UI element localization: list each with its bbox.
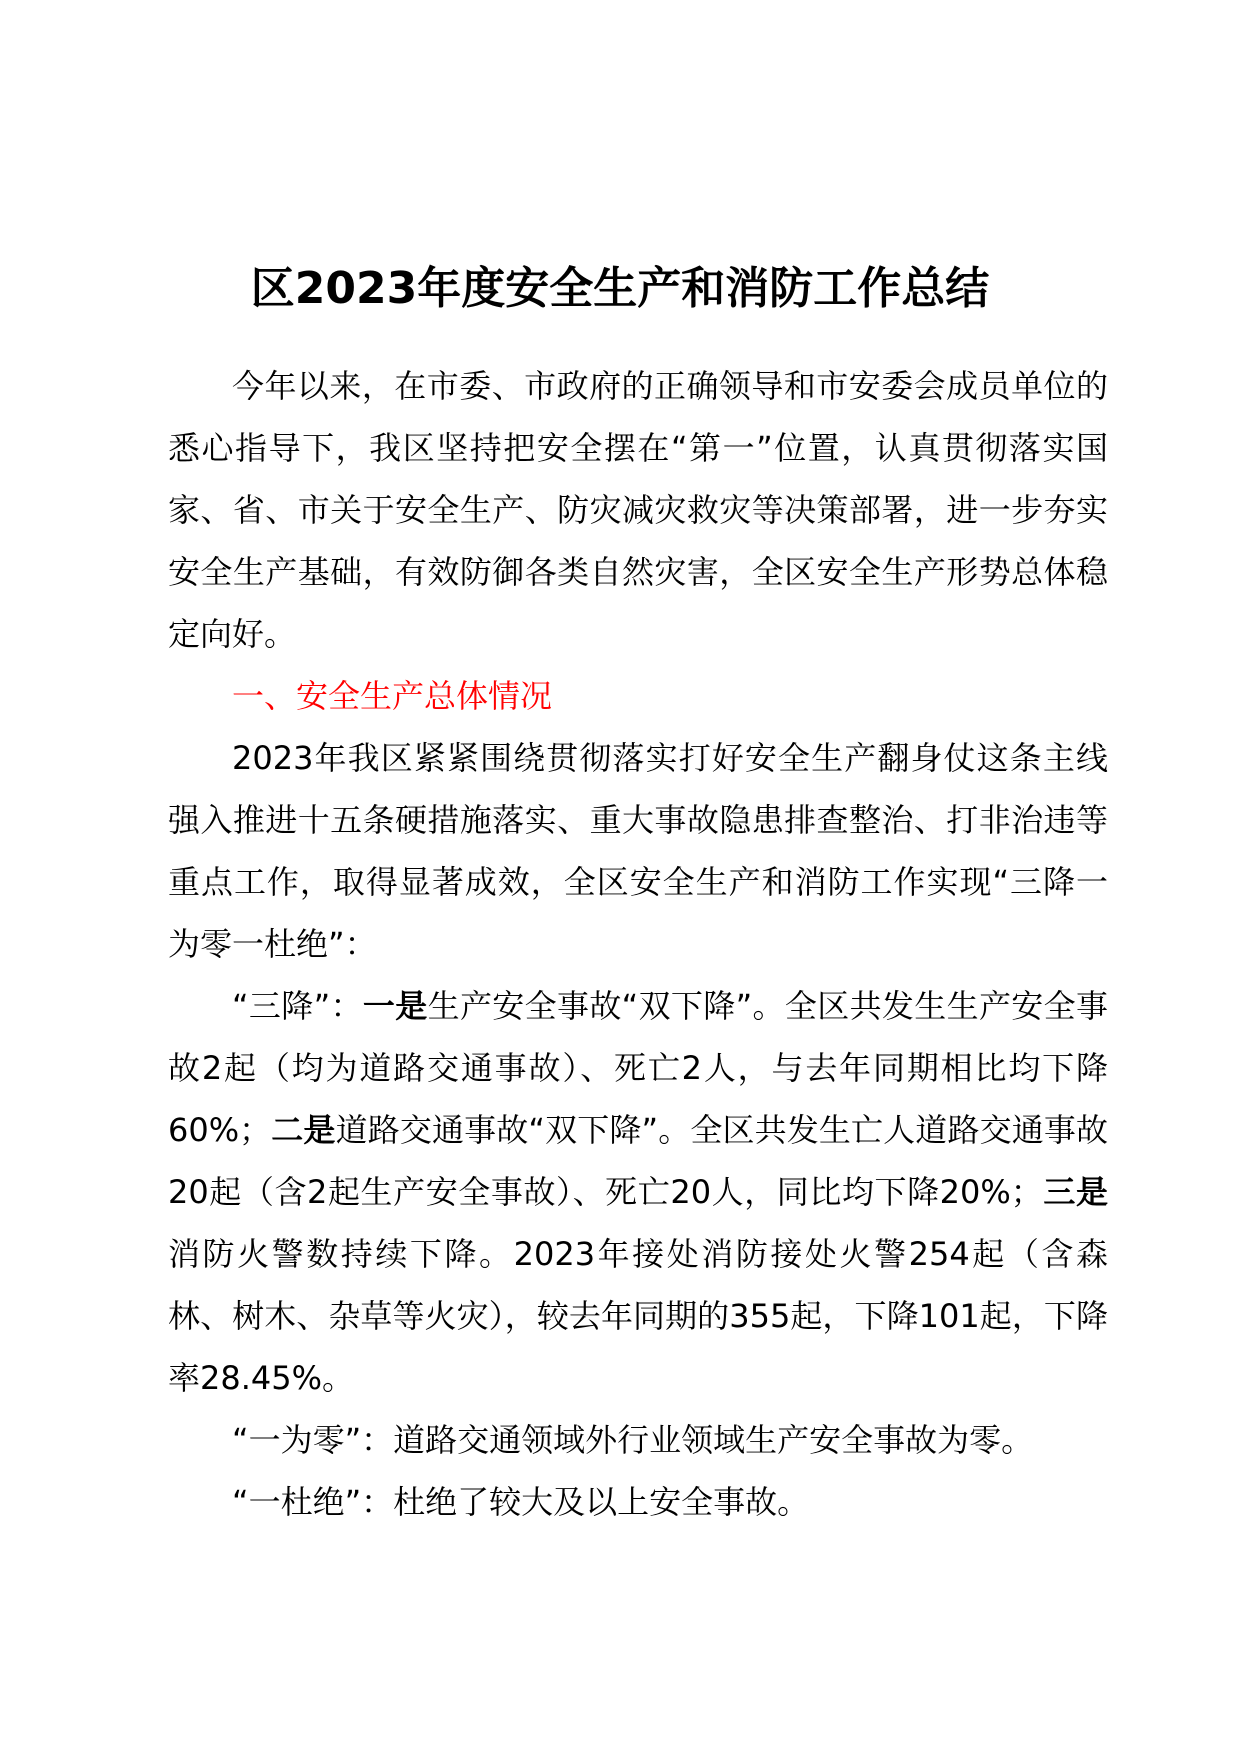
zero-accidents-paragraph: “一为零”：道路交通领域外行业领域生产安全事故为零。: [232, 1421, 1034, 1459]
intro-paragraph: 今年以来，在市委、市政府的正确领导和市安委会成员单位的悉心指导下，我区坚持把安全摆在“第一”位置，认真贯彻落实国家、省、市关于安全生产、防灾减灾救灾等决策部署，进一步夯实安全生产基础，有效防御各类自然灾害，全区安全生产形势总体稳定向好。: [168, 367, 1108, 653]
point-one-text: 生产安全事故“双下降”。全区共发生生产安全事故2起（均为道路交通事故）、死亡2人，与去年同期相比均下降60%；: [168, 987, 1108, 1149]
point-three-text: 消防火警数持续下降。2023年接处消防接处火警254起（含森林、树木、杂草等火灾），较去年同期的355起，下降101起，下降率28.45%。: [168, 1235, 1108, 1397]
point-two-label: 二是: [271, 1111, 336, 1149]
point-one-label: 一是: [362, 987, 428, 1025]
point-three-label: 三是: [1042, 1173, 1108, 1211]
overview-paragraph: 2023年我区紧紧围绕贯彻落实打好安全生产翻身仗这条主线强入推进十五条硬措施落实、重大事故隐患排查整治、打非治违等重点工作，取得显著成效，全区安全生产和消防工作实现“三降一为零一杜绝”：: [168, 739, 1108, 963]
section-heading: 一、安全生产总体情况: [232, 677, 553, 715]
point-two-text: 道路交通事故“双下降”。全区共发生亡人道路交通事故20起（含2起生产安全事故）、死亡20人，同比均下降20%；: [168, 1111, 1108, 1211]
document-title: 区2023年度安全生产和消防工作总结: [250, 263, 990, 314]
eliminate-paragraph: “一杜绝”：杜绝了较大及以上安全事故。: [232, 1483, 810, 1521]
three-reductions-lead: “三降”：: [232, 987, 363, 1025]
three-reductions-paragraph: [168, 975, 1108, 1409]
document-body: [168, 355, 1108, 1533]
